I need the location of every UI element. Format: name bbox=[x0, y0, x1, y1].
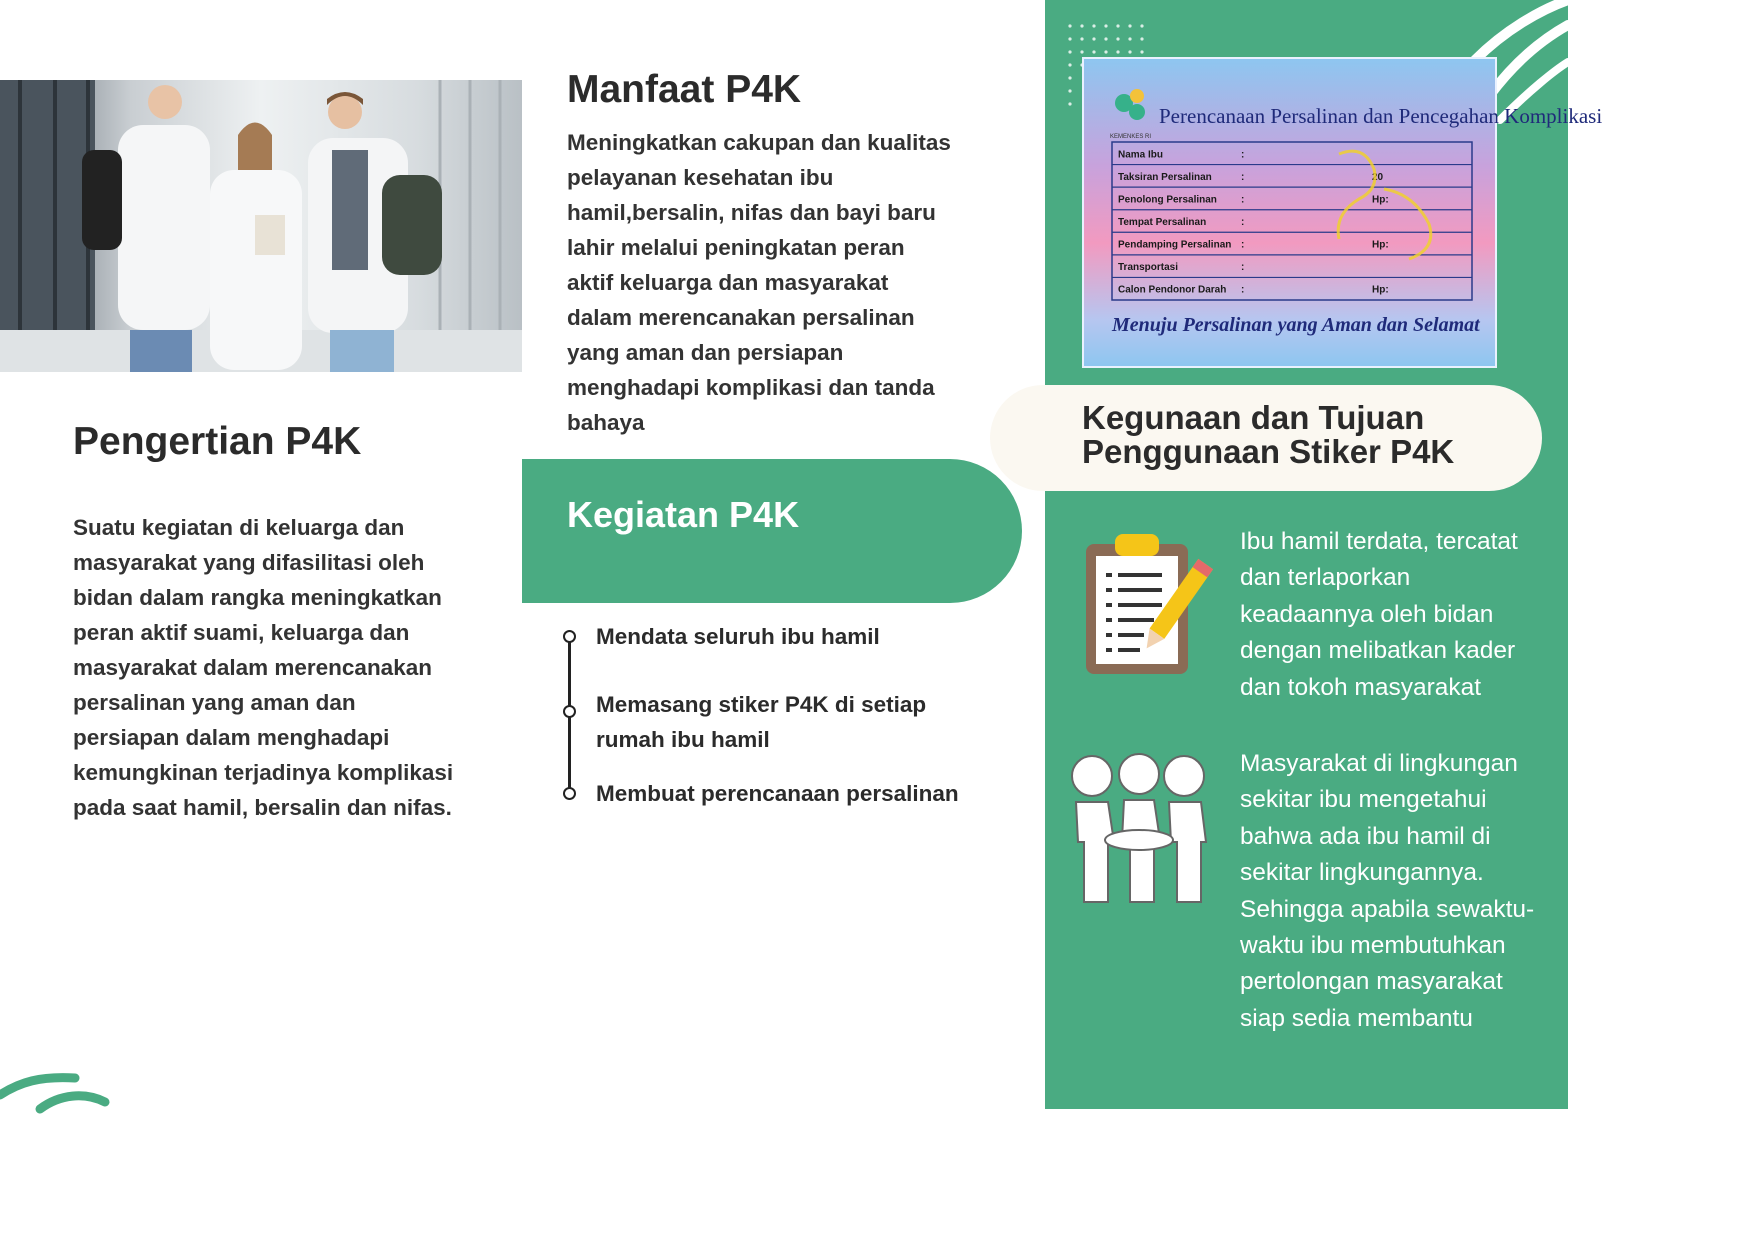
sticker-row-label: Transportasi bbox=[1118, 262, 1179, 274]
sticker-row-separator: : bbox=[1241, 217, 1245, 228]
kegiatan-item-3: Membuat perencanaan persalinan bbox=[596, 781, 959, 806]
p4k-sticker-image bbox=[1082, 57, 1603, 368]
sticker-header: Perencanaan Persalinan dan Pencegahan Komplikasi bbox=[1159, 104, 1603, 128]
sticker-footer: Menuju Persalinan yang Aman dan Selamat bbox=[1112, 314, 1480, 336]
sticker-row-label: Tempat Persalinan bbox=[1118, 217, 1207, 228]
scribble-decoration-bottom bbox=[0, 1070, 110, 1109]
students-photo bbox=[0, 80, 522, 372]
kegunaan-title-line1: Kegunaan dan Tujuan bbox=[1082, 399, 1425, 436]
sticker-row-separator: : bbox=[1241, 149, 1245, 161]
sticker-row-separator: : bbox=[1241, 171, 1245, 183]
sticker-row-extra: Hp: bbox=[1372, 239, 1389, 251]
sticker-org: KEMENKES RI bbox=[1110, 134, 1152, 140]
kegiatan-item-1: Mendata seluruh ibu hamil bbox=[596, 624, 880, 649]
sticker-row-extra: Hp: bbox=[1372, 284, 1389, 296]
people-group-icon bbox=[1062, 752, 1222, 907]
timeline-dot bbox=[563, 630, 576, 643]
sticker-row-separator: : bbox=[1241, 194, 1245, 206]
sticker-row-separator: : bbox=[1241, 239, 1245, 251]
manfaat-title: Manfaat P4K bbox=[567, 68, 802, 111]
sticker-row-extra: Hp: bbox=[1372, 194, 1389, 206]
kegunaan-title bbox=[1082, 401, 1512, 469]
sticker-row-label: Calon Pendonor Darah bbox=[1118, 284, 1227, 296]
sticker-row-separator: : bbox=[1241, 262, 1245, 274]
sticker-row-label: Penolong Persalinan bbox=[1118, 194, 1217, 206]
sticker-row-separator: : bbox=[1241, 284, 1245, 296]
kegiatan-item-2: Memasang stiker P4K di setiap rumah ibu hamil bbox=[596, 692, 927, 752]
kegiatan-title: Kegiatan P4K bbox=[567, 494, 800, 535]
pengertian-body: Suatu kegiatan di keluarga dan masyarakat yang difasilitasi oleh bidan dalam rangka meningkatkan peran aktif suami, keluarga dan masyarakat dalam merencanakan persalinan yang aman dan persiapan dalam menghadapi kemungkinan terjadinya komplikasi pada saat hamil, bersalin dan nifas. bbox=[73, 515, 454, 820]
sticker-row-label: Nama Ibu bbox=[1118, 149, 1164, 161]
sticker-row-extra: 20 bbox=[1372, 171, 1384, 183]
pengertian-title: Pengertian P4K bbox=[73, 420, 362, 463]
kegunaan-title-line2: Penggunaan Stiker P4K bbox=[1082, 433, 1455, 470]
manfaat-body: Meningkatkan cakupan dan kualitas pelayanan kesehatan ibu hamil,bersalin, nifas dan bayi baru lahir melalui peningkatan peran aktif keluarga dan masyarakat dalam merencanakan persalinan yang aman dan persiapan menghadapi komplikasi dan tanda bahaya bbox=[567, 130, 951, 435]
kegunaan-item-2: Masyarakat di lingkungan sekitar ibu mengetahui bahwa ada ibu hamil di sekitar lingkungannya. Sehingga apabila sewaktu-waktu ibu membutuhkan pertolongan masyarakat siap sedia membantu bbox=[1240, 750, 1535, 1032]
sticker-row-label: Taksiran Persalinan bbox=[1118, 171, 1212, 183]
clipboard-icon bbox=[1082, 530, 1212, 678]
sticker-row-label: Pendamping Persalinan bbox=[1118, 239, 1232, 251]
timeline-dot bbox=[563, 787, 576, 800]
kegunaan-item-1: Ibu hamil terdata, tercatat dan terlaporkan keadaannya oleh bidan dengan melibatkan kader dan tokoh masyarakat bbox=[1240, 528, 1518, 701]
timeline-dot bbox=[563, 705, 576, 718]
